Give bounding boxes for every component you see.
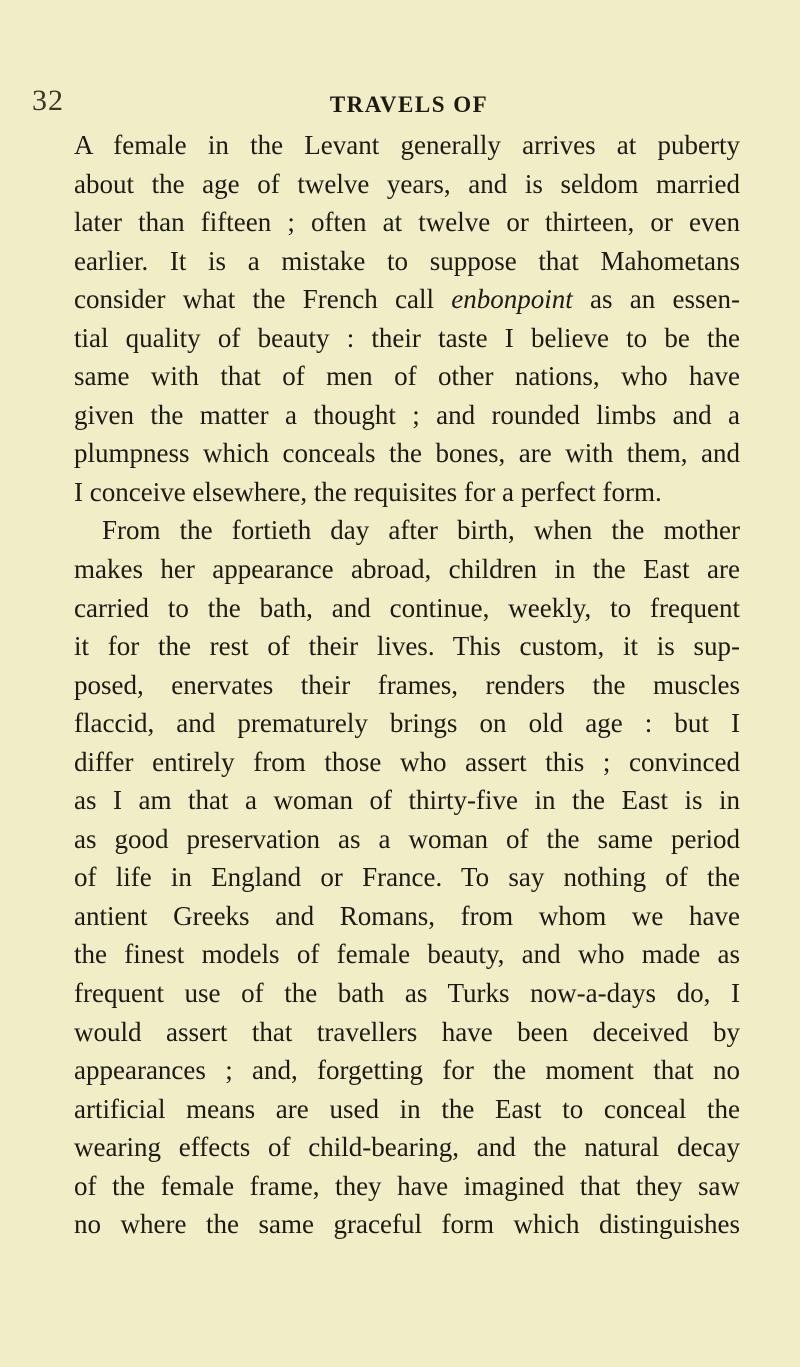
text-line: tial quality of beauty : their taste I believe to be the xyxy=(74,322,740,353)
text-line: A female in the Levant generally arrives at puberty xyxy=(74,130,740,160)
text-line: as good preservation as a woman of the same period xyxy=(74,823,740,854)
page-header xyxy=(0,84,800,124)
text-line: earlier. It is a mistake to suppose that Mahometans xyxy=(74,245,740,276)
text-line: flaccid, and prematurely brings on old age : but I xyxy=(74,708,740,739)
body-text xyxy=(74,126,740,1244)
text-line xyxy=(74,280,740,319)
text-line: as I am that a woman of thirty-five in the East is in xyxy=(74,785,740,816)
text-line: carried to the bath, and continue, weekly, to frequent xyxy=(74,592,740,623)
running-head: TRAVELS OF xyxy=(329,92,489,117)
text-line: antient Greeks and Romans, from whom we have xyxy=(74,900,740,931)
text-line: plumpness which conceals the bones, are with them, and xyxy=(74,438,740,469)
text-line: of life in England or France. To say nothing of the xyxy=(74,862,740,893)
text-line: wearing effects of child-bearing, and the natural decay xyxy=(74,1132,740,1163)
text-line: of the female frame, they have imagined that they saw xyxy=(74,1170,740,1201)
text-line: would assert that travellers have been deceived by xyxy=(74,1016,740,1047)
text-line: later than fifteen ; often at twelve or thirteen, or even xyxy=(74,207,740,238)
text-segment: consider what the French call xyxy=(74,284,452,315)
text-line: same with that of men of other nations, who have xyxy=(74,361,740,392)
text-line: it for the rest of their lives. This custom, it is sup- xyxy=(74,631,740,662)
text-line: posed, enervates their frames, renders the muscles xyxy=(74,669,740,700)
text-segment: as an essen- xyxy=(572,284,740,315)
italic-term: enbonpoint xyxy=(451,284,573,315)
text-line: about the age of twelve years, and is seldom married xyxy=(74,168,740,199)
text-line: the finest models of female beauty, and who made as xyxy=(74,939,740,970)
text-line: I conceive elsewhere, the requisites for a perfect form. xyxy=(74,476,662,507)
page-number: 32 xyxy=(32,84,64,117)
text-line: differ entirely from those who assert this ; convinced xyxy=(74,746,740,777)
text-line: no where the same graceful form which distinguishes xyxy=(74,1209,740,1240)
text-line: given the matter a thought ; and rounded limbs and a xyxy=(74,399,740,430)
text-line: artificial means are used in the East to conceal the xyxy=(74,1093,740,1124)
text-line: appearances ; and, forgetting for the moment that no xyxy=(74,1055,740,1086)
text-line: makes her appearance abroad, children in the East are xyxy=(74,554,740,585)
text-line: frequent use of the bath as Turks now-a-days do, I xyxy=(74,978,740,1009)
text-line: From the fortieth day after birth, when the mother xyxy=(102,515,740,546)
